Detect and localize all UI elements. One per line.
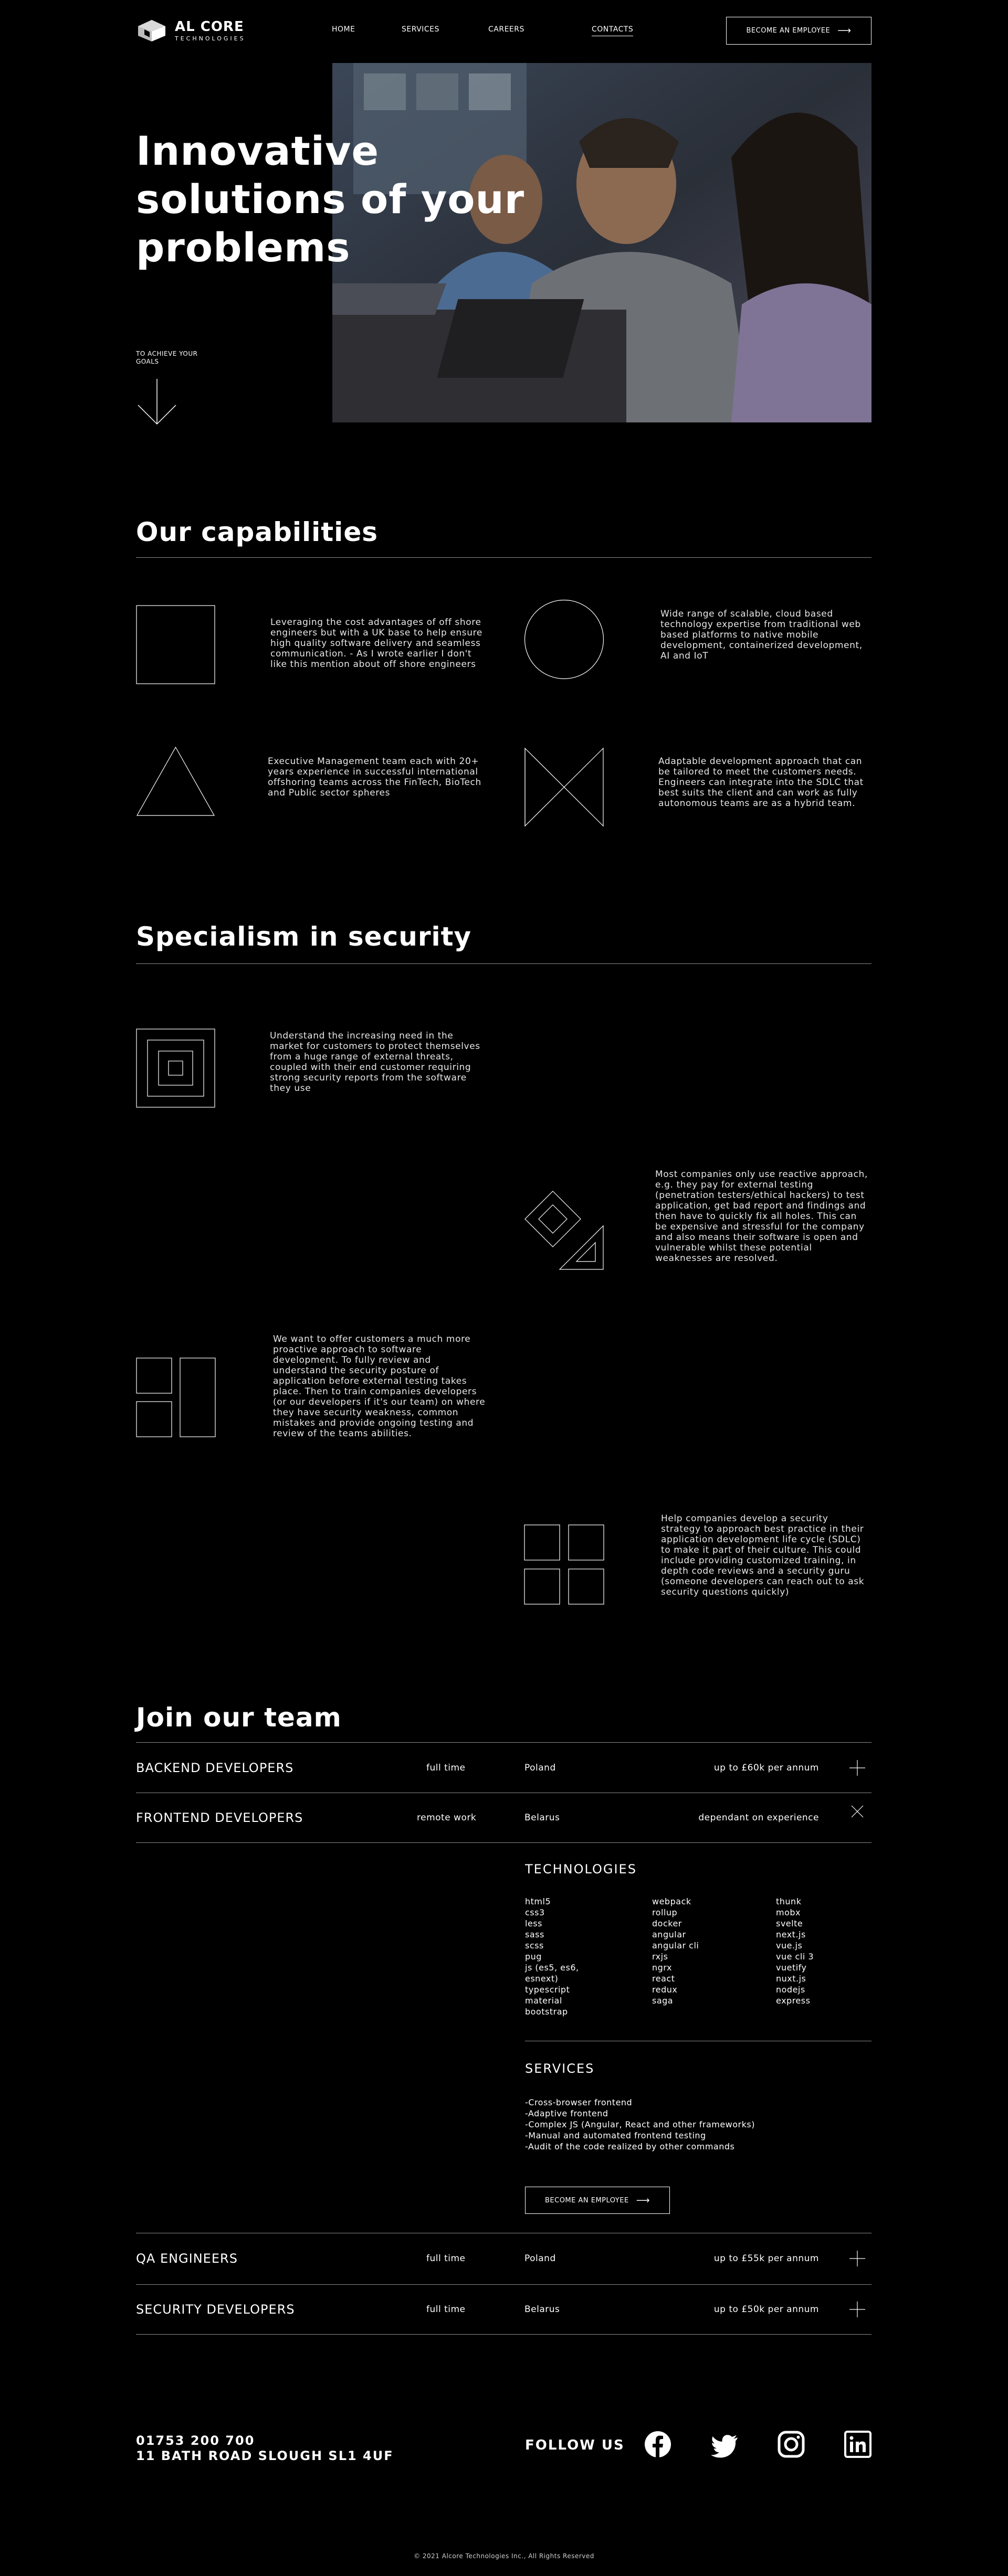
security-text-1: Understand the increasing need in the market for customers to protect themselves from a huge range of external threats, coupled with their end customer requiring strong security reports from the software they use xyxy=(270,1031,480,1094)
nested-squares-icon xyxy=(136,1029,215,1108)
become-employee-label: BECOME AN EMPLOYEE xyxy=(746,27,831,35)
job-location: Poland xyxy=(524,1762,556,1773)
security-divider xyxy=(136,963,872,964)
job-row-security[interactable] xyxy=(136,2284,872,2335)
tech-item: nuxt.js xyxy=(776,1974,806,1984)
tech-item: rxjs xyxy=(652,1952,668,1962)
tech-item: express xyxy=(776,1996,811,2006)
contact-phone[interactable]: 01753 200 700 xyxy=(136,2433,255,2448)
capability-text-2: Wide range of scalable, cloud based technology expertise from traditional web based platforms to native mobile development, containerized development, AI and IoT xyxy=(660,609,863,661)
logo[interactable] xyxy=(136,19,246,42)
apply-button-label: BECOME AN EMPLOYEE xyxy=(544,2196,629,2204)
tech-item: saga xyxy=(652,1996,674,2006)
technologies-heading: TECHNOLOGIES xyxy=(525,1862,637,1877)
hero-subtitle: TO ACHIEVE YOUR GOALS xyxy=(136,350,198,365)
service-item: -Audit of the code realized by other commands xyxy=(525,2142,735,2151)
arrow-right-icon: ⟶ xyxy=(837,25,852,36)
tech-item: esnext) xyxy=(525,1974,559,1984)
job-title: SECURITY DEVELOPERS xyxy=(136,2302,295,2317)
tech-item: angular xyxy=(652,1930,686,1939)
tech-item: vue.js xyxy=(776,1941,803,1950)
capabilities-title: Our capabilities xyxy=(136,517,378,547)
arrow-right-icon: ⟶ xyxy=(636,2195,650,2206)
copyright: © 2021 Alcore Technologies Inc., All Rights Reserved xyxy=(414,2552,594,2560)
plus-icon[interactable] xyxy=(849,1760,865,1776)
linkedin-icon[interactable] xyxy=(844,2431,872,2458)
service-item: -Complex JS (Angular, React and other frameworks) xyxy=(525,2119,755,2129)
apply-button[interactable] xyxy=(525,2187,670,2214)
job-type: full time xyxy=(426,2304,466,2315)
job-title: QA ENGINEERS xyxy=(136,2251,238,2266)
instagram-icon[interactable] xyxy=(778,2431,805,2458)
tech-item: scss xyxy=(525,1941,544,1950)
service-item: -Adaptive frontend xyxy=(525,2108,608,2118)
nav-home[interactable]: HOME xyxy=(332,25,355,34)
triangle-icon xyxy=(136,746,215,817)
copyright-text: 2021 Alcore Technologies Inc., All Rights Reserved xyxy=(422,2552,594,2560)
plus-icon[interactable] xyxy=(849,2302,865,2317)
job-row-qa[interactable] xyxy=(136,2233,872,2283)
job-title: BACKEND DEVELOPERS xyxy=(136,1760,294,1775)
square-icon xyxy=(136,605,215,684)
tech-item: svelte xyxy=(776,1918,803,1928)
brand-subtitle: TECHNOLOGIES xyxy=(175,35,246,42)
bowtie-icon xyxy=(524,747,604,827)
tech-item: next.js xyxy=(776,1930,806,1939)
services-heading: SERVICES xyxy=(525,2061,595,2076)
capabilities-divider xyxy=(136,557,872,558)
tech-item: webpack xyxy=(652,1896,691,1906)
tech-item: thunk xyxy=(776,1896,802,1906)
job-salary: up to £60k per annum xyxy=(713,1762,819,1773)
tech-item: js (es5, es6, xyxy=(525,1963,579,1973)
tech-item: rollup xyxy=(652,1907,678,1917)
tech-item: docker xyxy=(652,1918,682,1928)
circle-icon xyxy=(524,599,604,680)
job-title: FRONTEND DEVELOPERS xyxy=(136,1810,303,1825)
capability-text-3: Executive Management team each with 20+ years experience in successful international offshoring teams across the FinTech, BioTech and Public sector spheres xyxy=(268,756,481,798)
job-salary: up to £55k per annum xyxy=(713,2253,819,2264)
security-text-3: We want to offer customers a much more proactive approach to software development. To fully review and understand the security posture of application before external testing takes place. Then to train companies developers (or our developers if it's our team) on where they have security weakness, common mistakes and provide ongoing testing and review of the teams abilities. xyxy=(273,1334,486,1439)
nav-services[interactable]: SERVICES xyxy=(402,25,439,34)
job-row-backend[interactable] xyxy=(136,1742,872,1793)
job-location: Poland xyxy=(524,2253,556,2264)
follow-us-label: FOLLOW US xyxy=(525,2437,625,2453)
job-salary: dependant on experience xyxy=(698,1812,819,1823)
logo-cube-icon xyxy=(136,19,167,42)
tech-item: html5 xyxy=(525,1896,551,1906)
twitter-icon[interactable] xyxy=(711,2433,738,2460)
scroll-down-arrow-icon[interactable] xyxy=(136,379,178,426)
tech-item: vue cli 3 xyxy=(776,1952,814,1962)
nav-contacts[interactable]: CONTACTS xyxy=(592,25,633,36)
capability-text-1: Leveraging the cost advantages of off shore engineers but with a UK base to help ensure high quality software delivery and seamless communication. - As I wrote earlier I don't like this mention about off shore engineers xyxy=(270,617,482,670)
tech-item: mobx xyxy=(776,1907,801,1917)
tech-item: vuetify xyxy=(776,1963,807,1973)
tech-list-3 xyxy=(776,1896,814,2006)
tech-item: pug xyxy=(525,1952,542,1962)
tech-item: nodejs xyxy=(776,1985,805,1995)
job-location: Belarus xyxy=(524,1812,560,1823)
job-salary: up to £50k per annum xyxy=(713,2304,819,2315)
capability-text-4: Adaptable development approach that can be tailored to meet the customers needs. Engineers can integrate into the SDLC that best suits the client and can work as fully autonomous teams are as a hybrid team. xyxy=(658,756,864,809)
job-type: remote work xyxy=(417,1812,477,1823)
close-icon[interactable] xyxy=(849,1804,865,1819)
security-title: Specialism in security xyxy=(136,921,472,952)
hero-title: Innovative solutions of your problems xyxy=(136,128,525,271)
become-employee-button[interactable] xyxy=(726,17,872,45)
services-list xyxy=(525,2097,755,2152)
diamond-triangle-icon xyxy=(524,1190,604,1270)
job-type: full time xyxy=(426,2253,466,2264)
plus-icon[interactable] xyxy=(849,2251,865,2266)
nav-careers[interactable]: CAREERS xyxy=(488,25,524,34)
tech-list-2 xyxy=(652,1896,699,2006)
tech-item: material xyxy=(525,1996,562,2006)
job-type: full time xyxy=(426,1762,466,1773)
security-text-2: Most companies only use reactive approach, e.g. they pay for external testing (penetration testers/ethical hackers) to test application, get bad report and findings and then have to quickly fix all holes. This can be expensive and stressful for the company and also means their software is open and vulnerable whilst these potential weaknesses are resolved. xyxy=(655,1169,868,1264)
tech-item: typescript xyxy=(525,1985,570,1995)
service-item: -Manual and automated frontend testing xyxy=(525,2130,706,2140)
service-item: -Cross-browser frontend xyxy=(525,2097,633,2107)
contact-address: 11 BATH ROAD SLOUGH SL1 4UF xyxy=(136,2448,394,2463)
tech-item: sass xyxy=(525,1930,544,1939)
layout-blocks-icon xyxy=(136,1358,216,1437)
tech-item: react xyxy=(652,1974,675,1984)
team-title: Join our team xyxy=(136,1702,342,1733)
tech-item: css3 xyxy=(525,1907,545,1917)
job-row-frontend[interactable] xyxy=(136,1793,872,1843)
job-location: Belarus xyxy=(524,2304,560,2315)
facebook-icon[interactable] xyxy=(644,2431,671,2458)
brand-name: AL CORE xyxy=(175,18,244,35)
security-text-4: Help companies develop a security strategy to approach best practice in their application development life cycle (SDLC) to make it part of their culture. This could include providing customized training, in depth code reviews and a security guru (someone developers can reach out to ask security questions quickly) xyxy=(661,1513,865,1597)
tech-item: redux xyxy=(652,1985,678,1995)
tech-item: ngrx xyxy=(652,1963,672,1973)
tech-item: bootstrap xyxy=(525,2007,568,2017)
tech-item: angular cli xyxy=(652,1941,699,1950)
four-squares-icon xyxy=(524,1524,604,1605)
tech-item: less xyxy=(525,1918,542,1928)
tech-list-1 xyxy=(525,1896,579,2017)
